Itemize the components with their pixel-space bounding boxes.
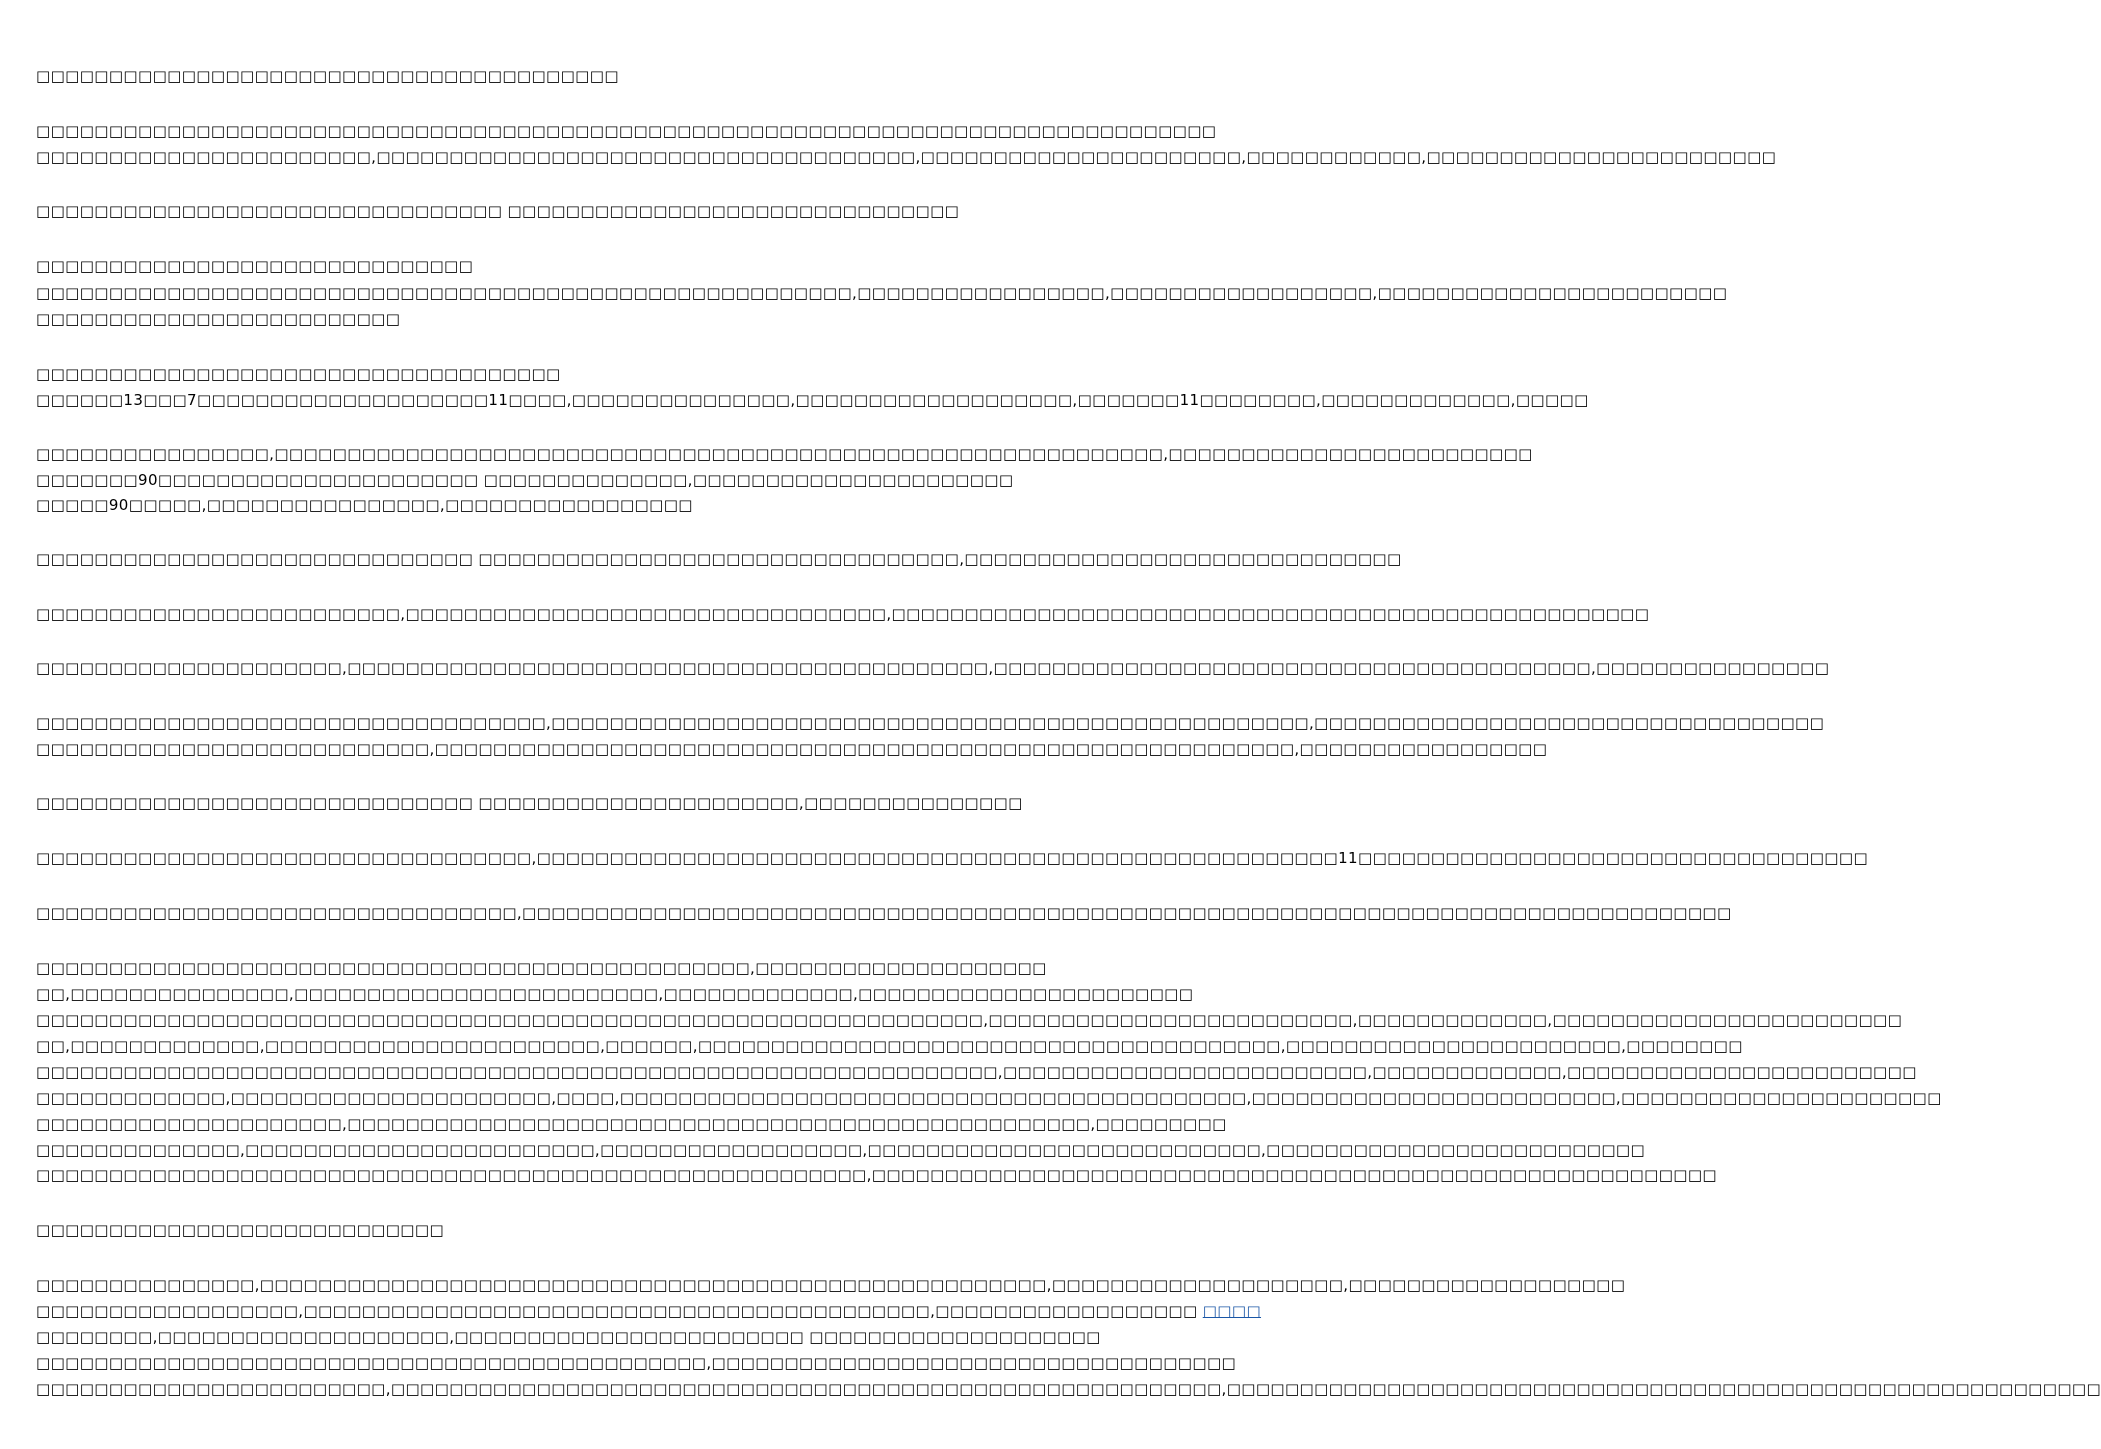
paragraph-line: □□,□□□□□□□□□□□□□,□□□□□□□□□□□□□□□□□□□□□□□,□□□□□□,□□□□□□□□□□□□□□□□□□□□□□□□□□□□□□□□□□□□□□□□,□□□□□□□□□□□□□□□□□□□□□□□,□□□□□□□□	[36, 1037, 1743, 1055]
paragraph-line: □□□□□90□□□□□,□□□□□□□□□□□□□□□□,□□□□□□□□□□□□□□□□□	[36, 496, 693, 514]
paragraph-line: □□□□□□□□□□□□□□□□□□□□□,□□□□□□□□□□□□□□□□□□□□□□□□□□□□□□□□□□□□□□□□□□□□□□□□□□□,□□□□□□□□□	[36, 1115, 1227, 1133]
paragraph-line: □□□□□□□□□□□□□□□□□□□□□□□□□□□,□□□□□□□□□□□□□□□□□□□□□□□□□□□□□□□□□□□□□□□□□□□□□□□□□□□□□□□□□□□,□□□□□□□□□□□□□□□□□	[36, 740, 1548, 758]
paragraph-line: □□□□□□□□□□□□□□□□□□□□□□□□□□□□□□□□□□□□□□□□□□□□□□□□□□□□□□□□□□□□□□□□□,□□□□□□□□□□□□□□□□□□□□□□□□□,□□□□□□□□□□□□□,□□□□□□□□□□□□□□□□□□□□□□□□	[36, 1011, 1903, 1029]
paragraph-heading: □□□□□□□□□□□□□□□□□□□□□□□□□□□□□□□□□□□□	[36, 365, 561, 383]
paragraph-line: □□□□□□□□□□□□□□□□□□□□□□□□□□□□□□□□□□□□□□□□□□□□□□□□□,□□□□□□□□□□□□□□□□□□□□	[36, 959, 1047, 977]
paragraph-line: □□□□□□□90□□□□□□□□□□□□□□□□□□□□□□ □□□□□□□□□□□□□□,□□□□□□□□□□□□□□□□□□□□□□	[36, 471, 1014, 489]
paragraph-line: □□□□□□□□□□□□□□□□□□□□□□□□□□□□□□□□ □□□□□□□□□□□□□□□□□□□□□□□□□□□□□□□	[36, 202, 960, 220]
paragraph-line: □□□□□□□□□□□□□□□□□□□□□□□□□,□□□□□□□□□□□□□□□□□□□□□□□□□□□□□□□□□,□□□□□□□□□□□□□□□□□□□□□□□□□□□□□□□□□□□□□□□□□□□□□□□□□□□□	[36, 605, 1650, 623]
paragraph-heading: □□□□□□□□□□□□□□□□□□□□□□□□□□□□□□	[36, 257, 474, 275]
paragraph-line: □□□□□□□□□□□□□□□□□□□□□□□□□□□□□□□□□□□□□□□□□□□□□□□□□□□□□□□□□□□□□□□□□□,□□□□□□□□□□□□□□□□□□□□□□□□□,□□□□□□□□□□□□□,□□□□□□□□□□□□□□□□□□□□□□□□	[36, 1063, 1917, 1081]
paragraph-heading: □□□□□□□□□□□□□□□□□□□□□□□□□□□□	[36, 1221, 445, 1239]
paragraph-line: □□□□□□□□□□□□□□□□□□□□□□□□□□□□□□□□□□□□□□□□□□□□□□□□□□□□□□□□□□□□□□□□□□□□□□□□□□□□□□□□□	[36, 122, 1217, 140]
paragraph-line: □□□□□□□□□□□□□□□,□□□□□□□□□□□□□□□□□□□□□□□□□□□□□□□□□□□□□□□□□□□□□□□□□□□□□□,□□□□□□□□□□□□□□□□□□□□,□□□□□□□□□□□□□□□□□□□	[36, 1276, 1626, 1294]
paragraph-line: □□□□□□13□□□7□□□□□□□□□□□□□□□□□□□□11□□□□,□□□□□□□□□□□□□□□,□□□□□□□□□□□□□□□□□□□,□□□□□□□11□□□□□□□□,□□□□□□□□□□□□□,□□□□□	[36, 391, 1589, 409]
paragraph-line: □□,□□□□□□□□□□□□□□□,□□□□□□□□□□□□□□□□□□□□□□□□□,□□□□□□□□□□□□□,□□□□□□□□□□□□□□□□□□□□□□□	[36, 985, 1194, 1003]
paragraph-line: □□□□□□□□□□□□□□□□□□□□□□□□□□□□□□□□□□□□□□□□□□□□□□□□□□□□□□□□□,□□□□□□□□□□□□□□□□□□□□□□□□□□□□□□□□□□□□□□□□□□□□□□□□□□□□□□□□□□	[36, 1166, 1717, 1184]
paragraph-heading: □□□□□□□□□□□□□□□□□□□□□□□□□□□□□□□□□□□□□□□□	[36, 67, 619, 85]
paragraph-line-with-link	[36, 1300, 1262, 1322]
paragraph-line: □□□□□□□□□□□□□□□□□□□□□□□□,□□□□□□□□□□□□□□□□□□□□□□□□□□□□□□□□□□□□□□□□□□□□□□□□□□□□□□□□□,□□□□□□□□□□□□□□□□□□□□□□□□□□□□□□□□□□□□□□□□□□□□□□□□□□□□□□□□□□□□	[36, 1380, 2101, 1398]
paragraph-line-text: □□□□□□□□□□□□□□□□□□,□□□□□□□□□□□□□□□□□□□□□□□□□□□□□□□□□□□□□□□□□□□,□□□□□□□□□□□□□□□□□□	[36, 1302, 1203, 1320]
paragraph-line: □□□□□□□□□□□□□,□□□□□□□□□□□□□□□□□□□□□□,□□□□,□□□□□□□□□□□□□□□□□□□□□□□□□□□□□□□□□□□□□□□□□□□,□□□□□□□□□□□□□□□□□□□□□□□□□,□□□□□□□□□□□□□□□□□□□□□□	[36, 1089, 1942, 1107]
paragraph-line: □□□□□□□□□□□□□□□□□□□□□□□□□□□□□□ □□□□□□□□□□□□□□□□□□□□□□□□□□□□□□□□□,□□□□□□□□□□□□□□□□□□□□□□□□□□□□□□	[36, 550, 1402, 568]
paragraph-line: □□□□□□□□□□□□□□□□□□□□□□□□□□□□□□□□□□□,□□□□□□□□□□□□□□□□□□□□□□□□□□□□□□□□□□□□□□□□□□□□□□□□□□□□,□□□□□□□□□□□□□□□□□□□□□□□□□□□□□□□□□□□	[36, 714, 1825, 732]
paragraph-line: □□□□□□□□□□□□□□□□□□□□□□□□□□□□□□ □□□□□□□□□□□□□□□□□□□□□□,□□□□□□□□□□□□□□□	[36, 794, 1023, 812]
paragraph-line: □□□□□□□□□□□□□□□□□□□□□□□□□□□□□□□□□□□□□□□□□□□□□□□□□□□□□□□□,□□□□□□□□□□□□□□□□□,□□□□□□□□□□□□□□□□□□,□□□□□□□□□□□□□□□□□□□□□□□□	[36, 284, 1728, 302]
paragraph-line: □□□□□□□□□□□□□□□□,□□□□□□□□□□□□□□□□□□□□□□□□□□□□□□□□□□□□□□□□□□□□□□□□□□□□□□□□□□□□□,□□□□□□□□□□□□□□□□□□□□□□□□□	[36, 445, 1533, 463]
inline-link[interactable]: □□□□	[1202, 1302, 1262, 1320]
paragraph-line: □□□□□□□□□□□□□□,□□□□□□□□□□□□□□□□□□□□□□□□,□□□□□□□□□□□□□□□□□□,□□□□□□□□□□□□□□□□□□□□□□□□□□□,□□□□□□□□□□□□□□□□□□□□□□□□□□	[36, 1141, 1646, 1159]
paragraph-line: □□□□□□□□□□□□□□□□□□□□□□□,□□□□□□□□□□□□□□□□□□□□□□□□□□□□□□□□□□□□□,□□□□□□□□□□□□□□□□□□□□□□,□□□□□□□□□□□□,□□□□□□□□□□□□□□□□□□□□□□□□	[36, 148, 1777, 166]
paragraph-line: □□□□□□□□□□□□□□□□□□□□□□□□□□□□□□□□□□,□□□□□□□□□□□□□□□□□□□□□□□□□□□□□□□□□□□□□□□□□□□□□□□□□□□□□□□11□□□□□□□□□□□□□□□□□□□□□□□□□□□□□□□□□□□	[36, 849, 1869, 867]
paragraph-line: □□□□□□□□□□□□□□□□□□□□□□□□□□□□□□□□□□□□□□□□□□□□□□,□□□□□□□□□□□□□□□□□□□□□□□□□□□□□□□□□□□□	[36, 1354, 1237, 1372]
paragraph-line: □□□□□□□□□□□□□□□□□□□□□□□□□	[36, 310, 401, 328]
paragraph-line: □□□□□□□□,□□□□□□□□□□□□□□□□□□□□,□□□□□□□□□□□□□□□□□□□□□□□□ □□□□□□□□□□□□□□□□□□□□	[36, 1328, 1101, 1346]
paragraph-line: □□□□□□□□□□□□□□□□□□□□□,□□□□□□□□□□□□□□□□□□□□□□□□□□□□□□□□□□□□□□□□□□□□,□□□□□□□□□□□□□□□□□□□□□□□□□□□□□□□□□□□□□□□□□,□□□□□□□□□□□□□□□□	[36, 659, 1830, 677]
paragraph-line: □□□□□□□□□□□□□□□□□□□□□□□□□□□□□□□□□,□□□□□□□□□□□□□□□□□□□□□□□□□□□□□□□□□□□□□□□□□□□□□□□□□□□□□□□□□□□□□□□□□□□□□□□□□□□□□□□□□□□	[36, 904, 1732, 922]
